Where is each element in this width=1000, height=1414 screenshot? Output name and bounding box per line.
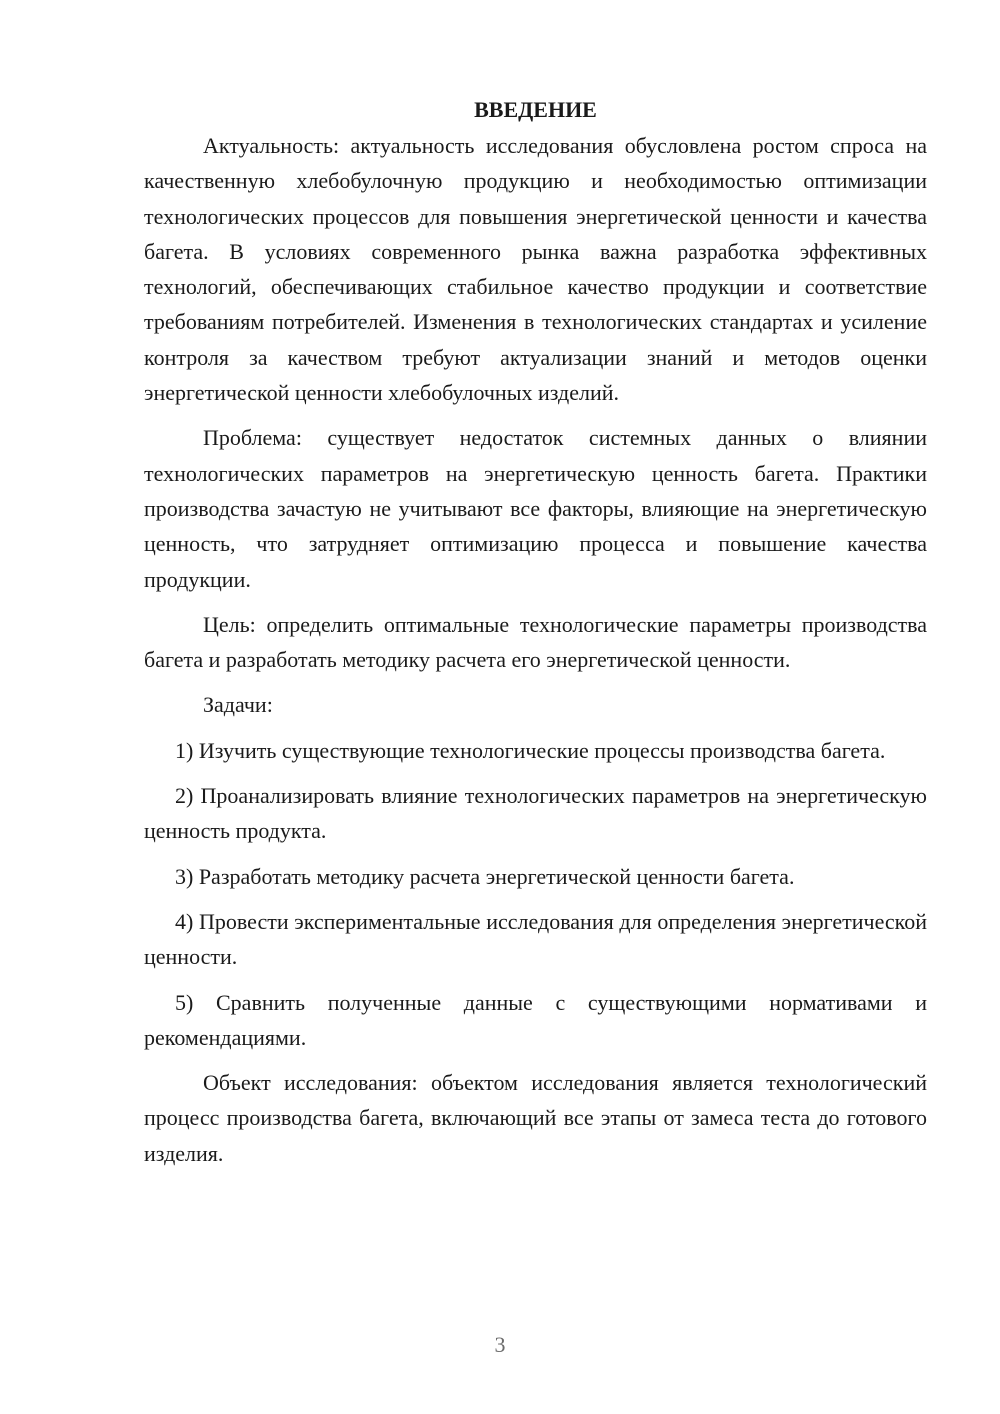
task-item-5: 5) Сравнить полученные данные с существующими нормативами и рекомендациями. [144,989,927,1050]
document-page [144,92,927,1181]
section-heading: ВВЕДЕНИЕ [474,97,597,122]
page-number: 3 [494,1332,506,1357]
task-item-2: 2) Проанализировать влияние технологических параметров на энергетическую ценность продукта. [144,783,927,844]
paragraph-goal: Цель: определить оптимальные технологические параметры производства багета и разработать методику расчета его энергетической ценности. [144,611,927,673]
tasks-label: Задачи: [203,692,273,718]
task-item-4: 4) Провести экспериментальные исследования для определения энергетической ценности. [144,908,927,970]
paragraph-object: Объект исследования: объектом исследования является технологический процесс производства багета, включающий все этапы от замеса теста до готового изделия. [144,1070,927,1166]
task-item-1: 1) Изучить существующие технологические процессы производства багета. [175,737,886,763]
paragraph-problem: Проблема: существует недостаток системных данных о влиянии технологических параметров на энергетическую ценность багета. Практики производства зачастую не учитывают все факторы, влияющие на энергетическую ценность, что затрудняет оптимизацию процесса и повышение качества продукции. [144,425,927,592]
paragraph-relevance: Актуальность: актуальность исследования обусловлена ростом спроса на качественную хлебобулочную продукцию и необходимостью оптимизации технологических процессов для повышения энергетической ценности и качества багета. В условиях современного рынка важна разработка эффективных технологий, обеспечивающих стабильное качество продукции и соответствие требованиям потребителей. Изменения в технологических стандартах и усиление контроля за качеством требуют актуализации знаний и методов оценки энергетической ценности хлебобулочных изделий. [144,133,927,406]
task-item-3: 3) Разработать методику расчета энергетической ценности багета. [175,863,795,889]
